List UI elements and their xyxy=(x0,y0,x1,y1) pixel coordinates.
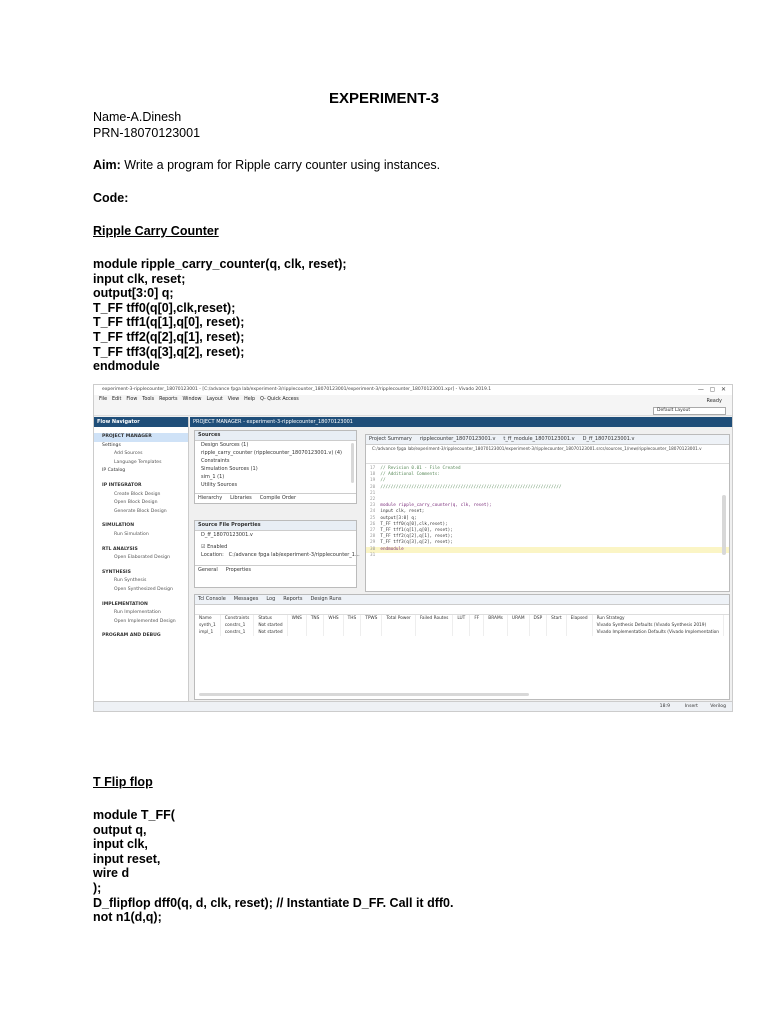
runs-cell xyxy=(529,629,547,636)
section-heading-ripple: Ripple Carry Counter xyxy=(93,224,219,238)
window-title: experiment-3-ripplecounter_18070123001 - [C:/advance fpga lab/experiment-3/ripplecounter_18070123001/experiment-3/ripplecounter_18070123001.xpr] - Vivado 2019.1 xyxy=(102,387,492,392)
code-line: T_FF tff1(q[1],q[0], reset); xyxy=(93,315,245,330)
code-line: T_FF tff3(q[3],q[2], reset); xyxy=(93,344,245,359)
code-line: output[3:0] q; xyxy=(93,286,174,301)
flow-nav-item[interactable]: SYNTHESIS xyxy=(102,569,131,575)
flow-nav-item[interactable]: Open Implemented Design xyxy=(114,618,176,624)
flow-nav-item[interactable]: PROGRAM AND DEBUG xyxy=(102,633,161,639)
runs-cell xyxy=(470,629,484,636)
editor-path: C:/advance fpga lab/experiment-3/ripplecounter_18070123001/experiment-3/ripplecounter_18070123001.srcs/sources_1/new/ripplecounter_18070123001.v xyxy=(372,446,702,451)
student-prn: PRN-18070123001 xyxy=(93,126,201,140)
runs-cell xyxy=(566,629,592,636)
runs-cell xyxy=(453,629,470,636)
flow-nav-item[interactable]: Run Implementation xyxy=(114,610,161,616)
code-line: input clk, xyxy=(93,837,148,852)
runs-cell xyxy=(415,629,453,636)
line-text: input clk, reset; xyxy=(380,509,425,515)
runs-cell xyxy=(529,622,547,629)
sources-tree-item[interactable]: Utility Sources xyxy=(201,482,238,488)
runs-column-header[interactable]: THS xyxy=(343,615,361,622)
line-text: // Additional Comments: xyxy=(380,472,440,478)
runs-cell xyxy=(306,629,324,636)
runs-cell xyxy=(484,629,508,636)
line-number: 21 xyxy=(370,490,376,496)
sources-tree-item[interactable]: Constraints xyxy=(201,458,230,464)
flow-nav-item[interactable]: Run Synthesis xyxy=(114,578,147,584)
runs-cell xyxy=(470,622,484,629)
menu-bar xyxy=(94,395,732,405)
project-manager-header: PROJECT MANAGER - experiment-3-ripplecounter_18070123001 xyxy=(190,417,733,427)
runs-cell: constrs_1 xyxy=(220,629,254,636)
runs-cell: synth_1 xyxy=(195,622,220,629)
design-runs-table xyxy=(195,615,724,636)
line-text: T_FF tff1(q[1],q[0], reset); xyxy=(380,528,453,534)
window-buttons[interactable]: — ▢ ✕ xyxy=(697,386,726,393)
editor-scrollbar[interactable] xyxy=(722,495,726,555)
code-line: module T_FF( xyxy=(93,808,175,822)
runs-cell xyxy=(566,622,592,629)
menu-item[interactable]: File xyxy=(99,397,108,402)
code-line: D_flipflop dff0(q, d, clk, reset); // Instantiate D_FF. Call it dff0. xyxy=(93,895,454,910)
location-row xyxy=(195,551,360,559)
aim-label: Aim: xyxy=(93,158,121,172)
enabled-label: Enabled xyxy=(207,544,228,550)
runs-column-header[interactable]: WNS xyxy=(287,615,306,622)
runs-cell xyxy=(547,622,567,629)
runs-toolbar xyxy=(195,605,729,615)
sources-tab[interactable]: Libraries xyxy=(230,495,252,501)
runs-column-header[interactable]: URAM xyxy=(507,615,529,622)
flow-nav-item[interactable]: SIMULATION xyxy=(102,523,135,529)
sources-tab[interactable]: Compile Order xyxy=(259,495,297,501)
code-line: module ripple_carry_counter(q, clk, reset); xyxy=(93,257,347,271)
runs-cell xyxy=(324,622,343,629)
line-number: 20 xyxy=(370,484,376,490)
runs-h-scrollbar[interactable] xyxy=(199,693,529,696)
code-line: T_FF tff0(q[0],clk,reset); xyxy=(93,300,236,315)
line-text: endmodule xyxy=(380,546,404,552)
sources-tab[interactable]: Hierarchy xyxy=(198,495,223,501)
runs-cell xyxy=(453,622,470,629)
editor-tabs xyxy=(366,435,729,445)
flow-nav-item[interactable]: Add Sources xyxy=(114,451,143,457)
line-number: 30 xyxy=(370,546,376,552)
flow-nav-item[interactable]: Run Simulation xyxy=(114,531,149,537)
code-line: endmodule xyxy=(93,359,160,374)
runs-cell: Not started xyxy=(254,622,287,629)
line-number: 23 xyxy=(370,503,376,509)
menu-item[interactable]: View xyxy=(227,397,240,402)
code-line: output q, xyxy=(93,822,147,837)
runs-row[interactable] xyxy=(195,622,724,629)
code-line: wire d xyxy=(93,866,130,881)
runs-column-header[interactable]: Failed Routes xyxy=(415,615,453,622)
flow-nav-item[interactable]: IP INTEGRATOR xyxy=(102,482,142,488)
runs-column-header[interactable]: Status xyxy=(254,615,287,622)
sources-title: Sources xyxy=(195,431,356,441)
runs-column-header[interactable]: Start xyxy=(547,615,567,622)
aim-line xyxy=(93,158,440,172)
flow-nav-item[interactable]: Create Block Design xyxy=(114,491,161,497)
runs-column-header[interactable]: LUT xyxy=(453,615,470,622)
menu-item[interactable]: Help xyxy=(244,397,256,402)
line-number: 24 xyxy=(370,509,376,515)
menu-item[interactable]: Window xyxy=(182,397,202,402)
editor-code-line[interactable] xyxy=(366,553,729,559)
code-line: input clk, reset; xyxy=(93,271,186,286)
runs-cell xyxy=(343,629,361,636)
enabled-row xyxy=(195,543,356,551)
runs-cell xyxy=(306,622,324,629)
runs-column-header[interactable]: WHS xyxy=(324,615,343,622)
line-number: 19 xyxy=(370,478,376,484)
design-runs-panel xyxy=(194,594,730,700)
properties-tabs xyxy=(195,565,356,575)
runs-cell xyxy=(343,622,361,629)
status-position: 18:9 xyxy=(659,704,670,709)
location-value: C:/advance fpga lab/experiment-3/ripplecounter_1... xyxy=(228,552,360,558)
runs-row[interactable] xyxy=(195,629,724,636)
layout-select[interactable]: Default Layout xyxy=(653,407,726,415)
sources-tree-item[interactable]: Simulation Sources (1) xyxy=(201,466,258,472)
flow-nav-item[interactable]: Settings xyxy=(102,442,121,448)
vivado-titlebar xyxy=(94,385,732,395)
sources-tabs xyxy=(195,493,356,503)
editor-tab[interactable]: ripplecounter_18070123001.v xyxy=(419,436,496,442)
runs-column-header[interactable]: DSP xyxy=(529,615,547,622)
code-line: ); xyxy=(93,881,102,895)
properties-tab[interactable]: General xyxy=(198,567,218,573)
status-ready: Ready xyxy=(706,398,722,404)
runs-cell xyxy=(324,629,343,636)
sources-tree-item[interactable]: sim_1 (1) xyxy=(201,474,225,480)
flow-nav-item[interactable]: Open Block Design xyxy=(114,500,158,506)
menu-item[interactable]: Flow xyxy=(126,397,138,402)
line-text: T_FF tff0(q[0],clk,reset); xyxy=(380,521,448,527)
runs-cell xyxy=(382,622,415,629)
runs-cell xyxy=(547,629,567,636)
runs-cell xyxy=(361,629,382,636)
line-number: 31 xyxy=(370,552,376,558)
line-number: 29 xyxy=(370,540,376,546)
line-text: T_FF tff2(q[2],q[1], reset); xyxy=(380,534,453,540)
runs-column-header[interactable]: BRAMs xyxy=(484,615,508,622)
menu-item[interactable]: Reports xyxy=(159,397,178,402)
bottom-tab[interactable]: Log xyxy=(266,596,276,602)
runs-column-header[interactable]: TNS xyxy=(306,615,324,622)
status-insert: Insert xyxy=(684,704,698,709)
bottom-tab[interactable]: Reports xyxy=(283,596,303,602)
line-number: 18 xyxy=(370,472,376,478)
runs-cell xyxy=(361,622,382,629)
bottom-tab[interactable]: Tcl Console xyxy=(198,596,226,602)
properties-file: D_ff_18070123001.v xyxy=(201,532,253,538)
editor-panel xyxy=(365,434,730,592)
flow-nav-item[interactable]: PROJECT MANAGER xyxy=(94,433,188,442)
line-text: ////////////////////////////////////////////////////////////////////// xyxy=(380,484,562,490)
editor-tab[interactable]: D_ff_18070123001.v xyxy=(582,436,635,442)
editor-tab[interactable]: t_ff_module_18070123001.v xyxy=(503,436,575,442)
menu-item[interactable]: Layout xyxy=(206,397,223,402)
runs-cell: Vivado Implementation Defaults (Vivado Implementation xyxy=(592,629,723,636)
runs-cell xyxy=(287,622,306,629)
code-line: input reset, xyxy=(93,851,161,866)
runs-column-header[interactable]: Elapsed xyxy=(566,615,592,622)
location-label: Location: xyxy=(201,552,224,558)
flow-nav-item[interactable]: IP Catalog xyxy=(102,468,126,474)
document-title: EXPERIMENT-3 xyxy=(328,90,440,107)
flow-nav-item[interactable]: Language Templates xyxy=(114,459,162,465)
flow-nav-item[interactable]: RTL ANALYSIS xyxy=(102,546,138,552)
runs-cell xyxy=(382,629,415,636)
flow-nav-item[interactable]: IMPLEMENTATION xyxy=(102,601,148,607)
sources-tree-item[interactable]: ripple_carry_counter (ripplecounter_18070123001.v) (4) xyxy=(201,450,342,456)
runs-cell xyxy=(507,622,529,629)
line-text: T_FF tff3(q[3],q[2], reset); xyxy=(380,540,453,546)
flow-nav-item[interactable]: Open Synthesized Design xyxy=(114,586,173,592)
runs-cell: impl_1 xyxy=(195,629,220,636)
runs-cell xyxy=(484,622,508,629)
runs-column-header[interactable]: FF xyxy=(470,615,484,622)
editor-toolbar xyxy=(366,453,729,464)
runs-cell: Not started xyxy=(254,629,287,636)
sources-tree-item[interactable]: Design Sources (1) xyxy=(201,442,249,448)
flow-navigator-title: Flow Navigator xyxy=(94,417,188,427)
enabled-checkbox[interactable]: ☑ xyxy=(201,544,208,550)
properties-tab[interactable]: Properties xyxy=(225,567,251,573)
code-line: T_FF tff2(q[2],q[1], reset); xyxy=(93,330,245,344)
runs-column-header[interactable]: Run Strategy xyxy=(592,615,723,622)
aim-text: Write a program for Ripple carry counter using instances. xyxy=(120,158,441,172)
line-number: 17 xyxy=(370,466,376,471)
runs-cell xyxy=(507,629,529,636)
vivado-screenshot xyxy=(93,384,733,712)
line-number: 28 xyxy=(370,534,376,540)
flow-nav-item[interactable]: Open Elaborated Design xyxy=(114,555,171,561)
status-language: Verilog xyxy=(710,704,726,709)
student-name: Name-A.Dinesh xyxy=(93,110,182,124)
sources-scrollbar[interactable] xyxy=(351,443,354,483)
menu-item[interactable]: Q- Quick Access xyxy=(260,397,299,402)
status-bar xyxy=(94,701,732,711)
code-line: not n1(d,q); xyxy=(93,910,162,925)
line-number: 26 xyxy=(370,521,376,527)
flow-navigator xyxy=(94,417,189,701)
main-toolbar xyxy=(94,405,732,416)
bottom-tab[interactable]: Design Runs xyxy=(310,596,342,602)
runs-column-header[interactable]: Constraints xyxy=(220,615,254,622)
line-number: 27 xyxy=(370,528,376,534)
properties-panel xyxy=(194,520,360,588)
menu-item[interactable]: Tools xyxy=(142,397,155,402)
runs-column-header[interactable]: Name xyxy=(195,615,220,622)
properties-title: Source File Properties xyxy=(195,521,356,531)
line-text: module ripple_carry_counter(q, clk, reset); xyxy=(380,503,492,509)
runs-column-header[interactable]: Total Power xyxy=(382,615,415,622)
bottom-tab[interactable]: Messages xyxy=(233,596,259,602)
sources-panel xyxy=(194,430,357,504)
runs-cell xyxy=(287,629,306,636)
line-text: // xyxy=(380,478,386,484)
line-text: // Revision 0.01 - File Created xyxy=(380,466,461,471)
runs-cell: Vivado Synthesis Defaults (Vivado Synthesis 2019) xyxy=(592,622,723,629)
code-label: Code: xyxy=(93,191,129,205)
runs-cell: constrs_1 xyxy=(220,622,254,629)
runs-column-header[interactable]: TPWS xyxy=(361,615,382,622)
line-text: output[3:0] q; xyxy=(380,515,417,521)
menu-item[interactable]: Edit xyxy=(112,397,122,402)
runs-cell xyxy=(415,622,453,629)
section-heading-tff: T Flip flop xyxy=(93,775,153,789)
editor-tab[interactable]: Project Summary xyxy=(369,436,412,442)
bottom-tabs xyxy=(195,595,729,605)
flow-nav-item[interactable]: Generate Block Design xyxy=(114,508,167,514)
line-number: 25 xyxy=(370,515,376,521)
line-number: 22 xyxy=(370,497,376,503)
